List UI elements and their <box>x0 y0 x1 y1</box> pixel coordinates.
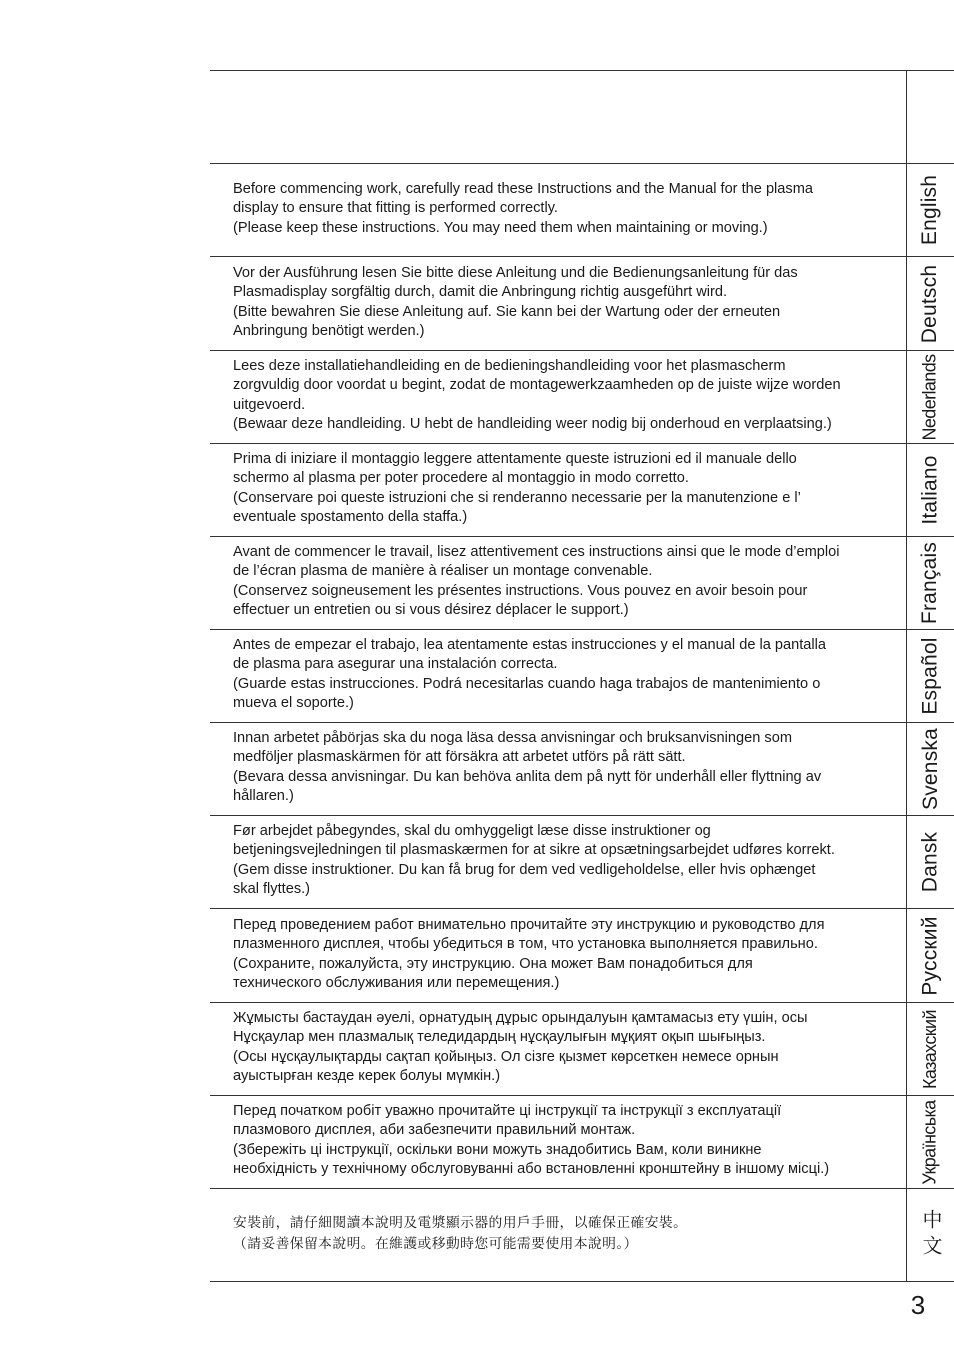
language-tab-label: Українська <box>920 1099 940 1185</box>
language-tab-deutsch <box>907 257 954 350</box>
divider <box>210 256 954 257</box>
language-tab-label: Français <box>918 541 942 625</box>
language-tab-label: Казахский <box>920 1009 941 1089</box>
section-line: eventuale spostamento della staffa.) <box>233 508 468 525</box>
section-line: schermo al plasma per poter procedere al montaggio in modo corretto. <box>233 470 689 487</box>
section-dansk-text <box>233 822 903 899</box>
section-line: Lees deze installatiehandleiding en de bedieningshandleiding voor het plasmascherm <box>233 358 786 374</box>
divider <box>210 1281 954 1282</box>
section-line: Vor der Ausführung lesen Sie bitte diese Anleitung und die Bedienungsanleitung für das <box>233 265 798 281</box>
section-line: (Збережіть ці інструкції, оскільки вони можуть знадобитись Вам, коли виникне <box>233 1141 762 1158</box>
language-tab-italiano <box>907 444 954 536</box>
section-line: плазмового дисплея, аби забезпечити правильний монтаж. <box>233 1122 636 1139</box>
section-line: плазменного дисплея, чтобы убедиться в том, что установка выполняется правильно. <box>233 936 818 953</box>
section-line: de l’écran plasma de manière à réaliser un montage convenable. <box>233 563 653 580</box>
language-tab-svenska <box>907 723 954 815</box>
section-line: zorgvuldig door voordat u begint, zodat de montagewerkzaamheden op de juiste wijze worden <box>233 377 841 394</box>
section-line: (Bitte bewahren Sie diese Anleitung auf. Sie kann bei der Wartung oder der erneuten <box>233 303 781 320</box>
section-line: (Conservare poi queste istruzioni che si renderanno necessarie per la manutenzione e l’ <box>233 489 801 506</box>
divider <box>210 908 954 909</box>
language-tab-label: English <box>918 174 942 246</box>
section-line: (Bevara dessa anvisningar. Du kan behöva anlita dem på nytt för underhåll eller flyttning av <box>233 768 822 785</box>
section-line: (Conservez soigneusement les présentes instructions. Vous pouvez en avoir besoin pour <box>233 582 808 599</box>
language-tab-english <box>907 164 954 256</box>
section-line: Перед проведением работ внимательно прочитайте эту инструкцию и руководство для <box>233 917 825 933</box>
section-line: (Please keep these instructions. You may need them when maintaining or moving.) <box>233 219 768 236</box>
page-number: 3 <box>910 1290 926 1320</box>
language-tab-russian <box>907 909 954 1002</box>
section-line: 安裝前，請仔細閱讀本說明及電漿顯示器的用戶手冊，以確保正確安裝。 <box>233 1215 688 1230</box>
section-line: Før arbejdet påbegyndes, skal du omhyggeligt læse disse instruktioner og <box>233 823 711 839</box>
section-line: Avant de commencer le travail, lisez attentivement ces instructions ainsi que le mode d’emploi <box>233 544 840 560</box>
language-tab-label: 中文 <box>919 1209 941 1261</box>
section-line: (Сохраните, пожалуйста, эту инструкцию. Она может Вам понадобиться для <box>233 955 753 972</box>
section-ukrainian-text <box>233 1102 903 1179</box>
section-line: Перед початком робіт уважно прочитайте ці інструкції та інструкції з експлуатації <box>233 1103 782 1119</box>
section-english-text <box>233 180 903 238</box>
language-tab-nederlands <box>907 351 954 443</box>
language-tab-chinese <box>907 1189 954 1281</box>
section-line: Innan arbetet påbörjas ska du noga läsa dessa anvisningar och bruksanvisningen som <box>233 730 792 746</box>
language-tab-kazakh <box>907 1003 954 1095</box>
section-line: (Осы нұсқаулықтарды сақтап қойыңыз. Ол сізге қызмет көрсеткен немесе орнын <box>233 1048 779 1065</box>
section-line: Жұмысты бастаудан әуелі, орнатудың дұрыс орындалуын қамтамасыз ету үшін, осы <box>233 1010 808 1026</box>
section-line: （請妥善保留本說明。在維護或移動時您可能需要使用本說明。） <box>233 1236 638 1251</box>
section-line: Prima di iniziare il montaggio leggere attentamente queste istruzioni ed il manuale dello <box>233 451 797 467</box>
divider <box>210 815 954 816</box>
language-tab-label: Español <box>918 637 942 715</box>
section-line: Antes de empezar el trabajo, lea atentamente estas instrucciones y el manual de la pantalla <box>233 637 827 653</box>
divider <box>210 350 954 351</box>
section-line: medföljer plasmaskärmen för att försäkra att arbetet utförs på rätt sätt. <box>233 749 686 766</box>
language-tab-francais <box>907 537 954 629</box>
section-line: необхідність у технічному обслуговуванні або встановленні кронштейну в іншому місці.) <box>233 1160 830 1177</box>
section-line: display to ensure that fitting is performed correctly. <box>233 200 558 217</box>
divider <box>210 536 954 537</box>
section-line: Нұсқаулар мен плазмалық теледидардың нұсқаулығын мұқият оқып шығыңыз. <box>233 1029 766 1046</box>
section-francais-text <box>233 543 903 620</box>
section-kazakh-text <box>233 1009 903 1086</box>
section-line: (Guarde estas instrucciones. Podrá necesitarlas cuando haga trabajos de mantenimiento o <box>233 675 821 692</box>
section-line: effectuer un entretien ou si vous désirez déplacer le support.) <box>233 601 629 618</box>
language-tab-ukrainian <box>907 1096 954 1188</box>
divider <box>210 722 954 723</box>
section-italiano-text <box>233 450 903 527</box>
section-line: Anbringung benötigt werden.) <box>233 322 425 339</box>
section-espanol-text <box>233 636 903 713</box>
section-deutsch-text <box>233 264 903 341</box>
section-line: технического обслуживания или перемещения.) <box>233 974 560 991</box>
section-line: Before commencing work, carefully read these Instructions and the Manual for the plasma <box>233 181 813 197</box>
divider <box>210 70 954 71</box>
section-line: ауыстырған кезде керек болуы мүмкін.) <box>233 1067 501 1084</box>
language-tab-label: Nederlands <box>920 353 940 441</box>
section-nederlands-text <box>233 357 903 434</box>
section-line: (Gem disse instruktioner. Du kan få brug for dem ved vedligeholdelse, eller hvis ophænget <box>233 861 816 878</box>
language-tab-label: Italiano <box>918 455 942 525</box>
language-tab-label: Русский <box>918 915 942 996</box>
section-svenska-text <box>233 729 903 806</box>
section-line: uitgevoerd. <box>233 396 306 413</box>
section-line: mueva el soporte.) <box>233 694 354 711</box>
divider <box>210 443 954 444</box>
language-tab-espanol <box>907 630 954 722</box>
language-tab-label: Svenska <box>918 728 942 810</box>
section-line: betjeningsvejledningen til plasmaskærmen for at sikre at opsætningsarbejdet udføres korrekt. <box>233 842 835 859</box>
section-line: de plasma para asegurar una instalación correcta. <box>233 656 558 673</box>
section-russian-text <box>233 916 903 993</box>
section-line: hållaren.) <box>233 787 294 804</box>
divider <box>210 1095 954 1096</box>
language-tab-label: Dansk <box>918 831 942 893</box>
divider <box>210 1188 954 1189</box>
section-line: Plasmadisplay sorgfältig durch, damit die Anbringung richtig ausgeführt wird. <box>233 284 728 301</box>
language-tab-dansk <box>907 816 954 908</box>
language-tab-label: Deutsch <box>918 264 942 343</box>
divider <box>210 163 954 164</box>
divider <box>210 1002 954 1003</box>
divider <box>210 629 954 630</box>
section-chinese-text <box>233 1212 903 1254</box>
section-line: (Bewaar deze handleiding. U hebt de handleiding weer nodig bij onderhoud en verplaatsing.) <box>233 415 832 432</box>
section-line: skal flyttes.) <box>233 880 311 897</box>
